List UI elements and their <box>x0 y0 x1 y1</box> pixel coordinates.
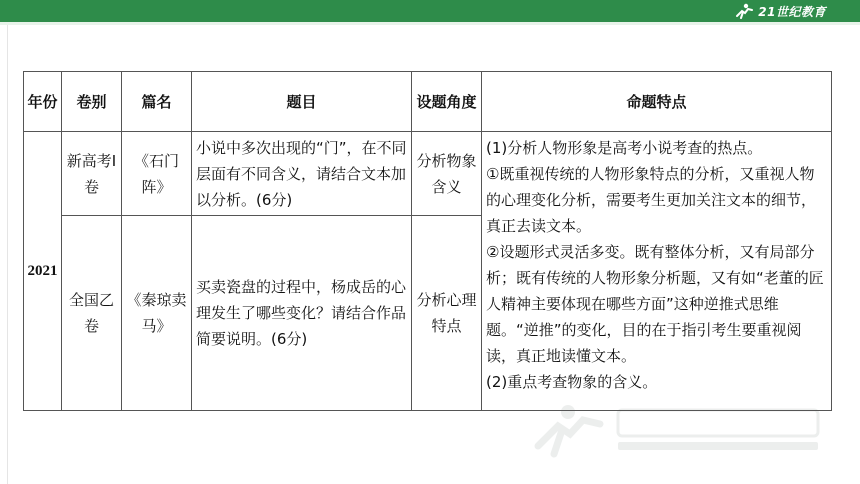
table-header-row <box>24 72 832 132</box>
question-cell: 小说中多次出现的“门”，在不同层面有不同含义，请结合文本加以分析。(6分) <box>192 132 412 216</box>
header-features: 命题特点 <box>482 72 832 132</box>
question-cell: 买卖瓷盘的过程中，杨成岳的心理发生了哪些变化？请结合作品简要说明。(6分) <box>192 216 412 411</box>
features-cell <box>482 132 832 411</box>
year-cell: 2021 <box>24 132 62 411</box>
feature-point-1a: ①既重视传统的人物形象特点的分析，又重视人物的心理变化分析，需要考生更加关注文本的细节，真正去读文本。 <box>486 165 817 235</box>
angle-cell: 分析物象含义 <box>412 132 482 216</box>
brand-name: 21世纪教育 <box>758 4 826 19</box>
header-bar <box>0 0 860 22</box>
title-cell: 《石门阵》 <box>122 132 192 216</box>
header-paper: 卷别 <box>62 72 122 132</box>
paper-cell: 新高考Ⅰ卷 <box>62 132 122 216</box>
brand-logo <box>734 1 826 21</box>
header-year: 年份 <box>24 72 62 132</box>
left-divider <box>7 25 8 484</box>
header-title: 篇名 <box>122 72 192 132</box>
header-question: 题目 <box>192 72 412 132</box>
angle-cell: 分析心理特点 <box>412 216 482 411</box>
exam-analysis-table <box>23 71 832 411</box>
title-cell: 《秦琼卖马》 <box>122 216 192 411</box>
paper-cell: 全国乙卷 <box>62 216 122 411</box>
header-angle: 设题角度 <box>412 72 482 132</box>
feature-point-1: (1)分析人物形象是高考小说考查的热点。 <box>486 139 763 157</box>
feature-point-1b: ②设题形式灵活多变。既有整体分析，又有局部分析；既有传统的人物形象分析题，又有如“老董的匠人精神主要体现在哪些方面”这种逆推式思维题。“逆推”的变化，目的在于指引考生要重视阅读，真正地读懂文本。 <box>486 243 824 365</box>
runner-logo-icon <box>734 3 754 19</box>
feature-point-2: (2)重点考查物象的含义。 <box>486 373 658 391</box>
header-underline <box>0 22 860 25</box>
table-row <box>24 132 832 216</box>
